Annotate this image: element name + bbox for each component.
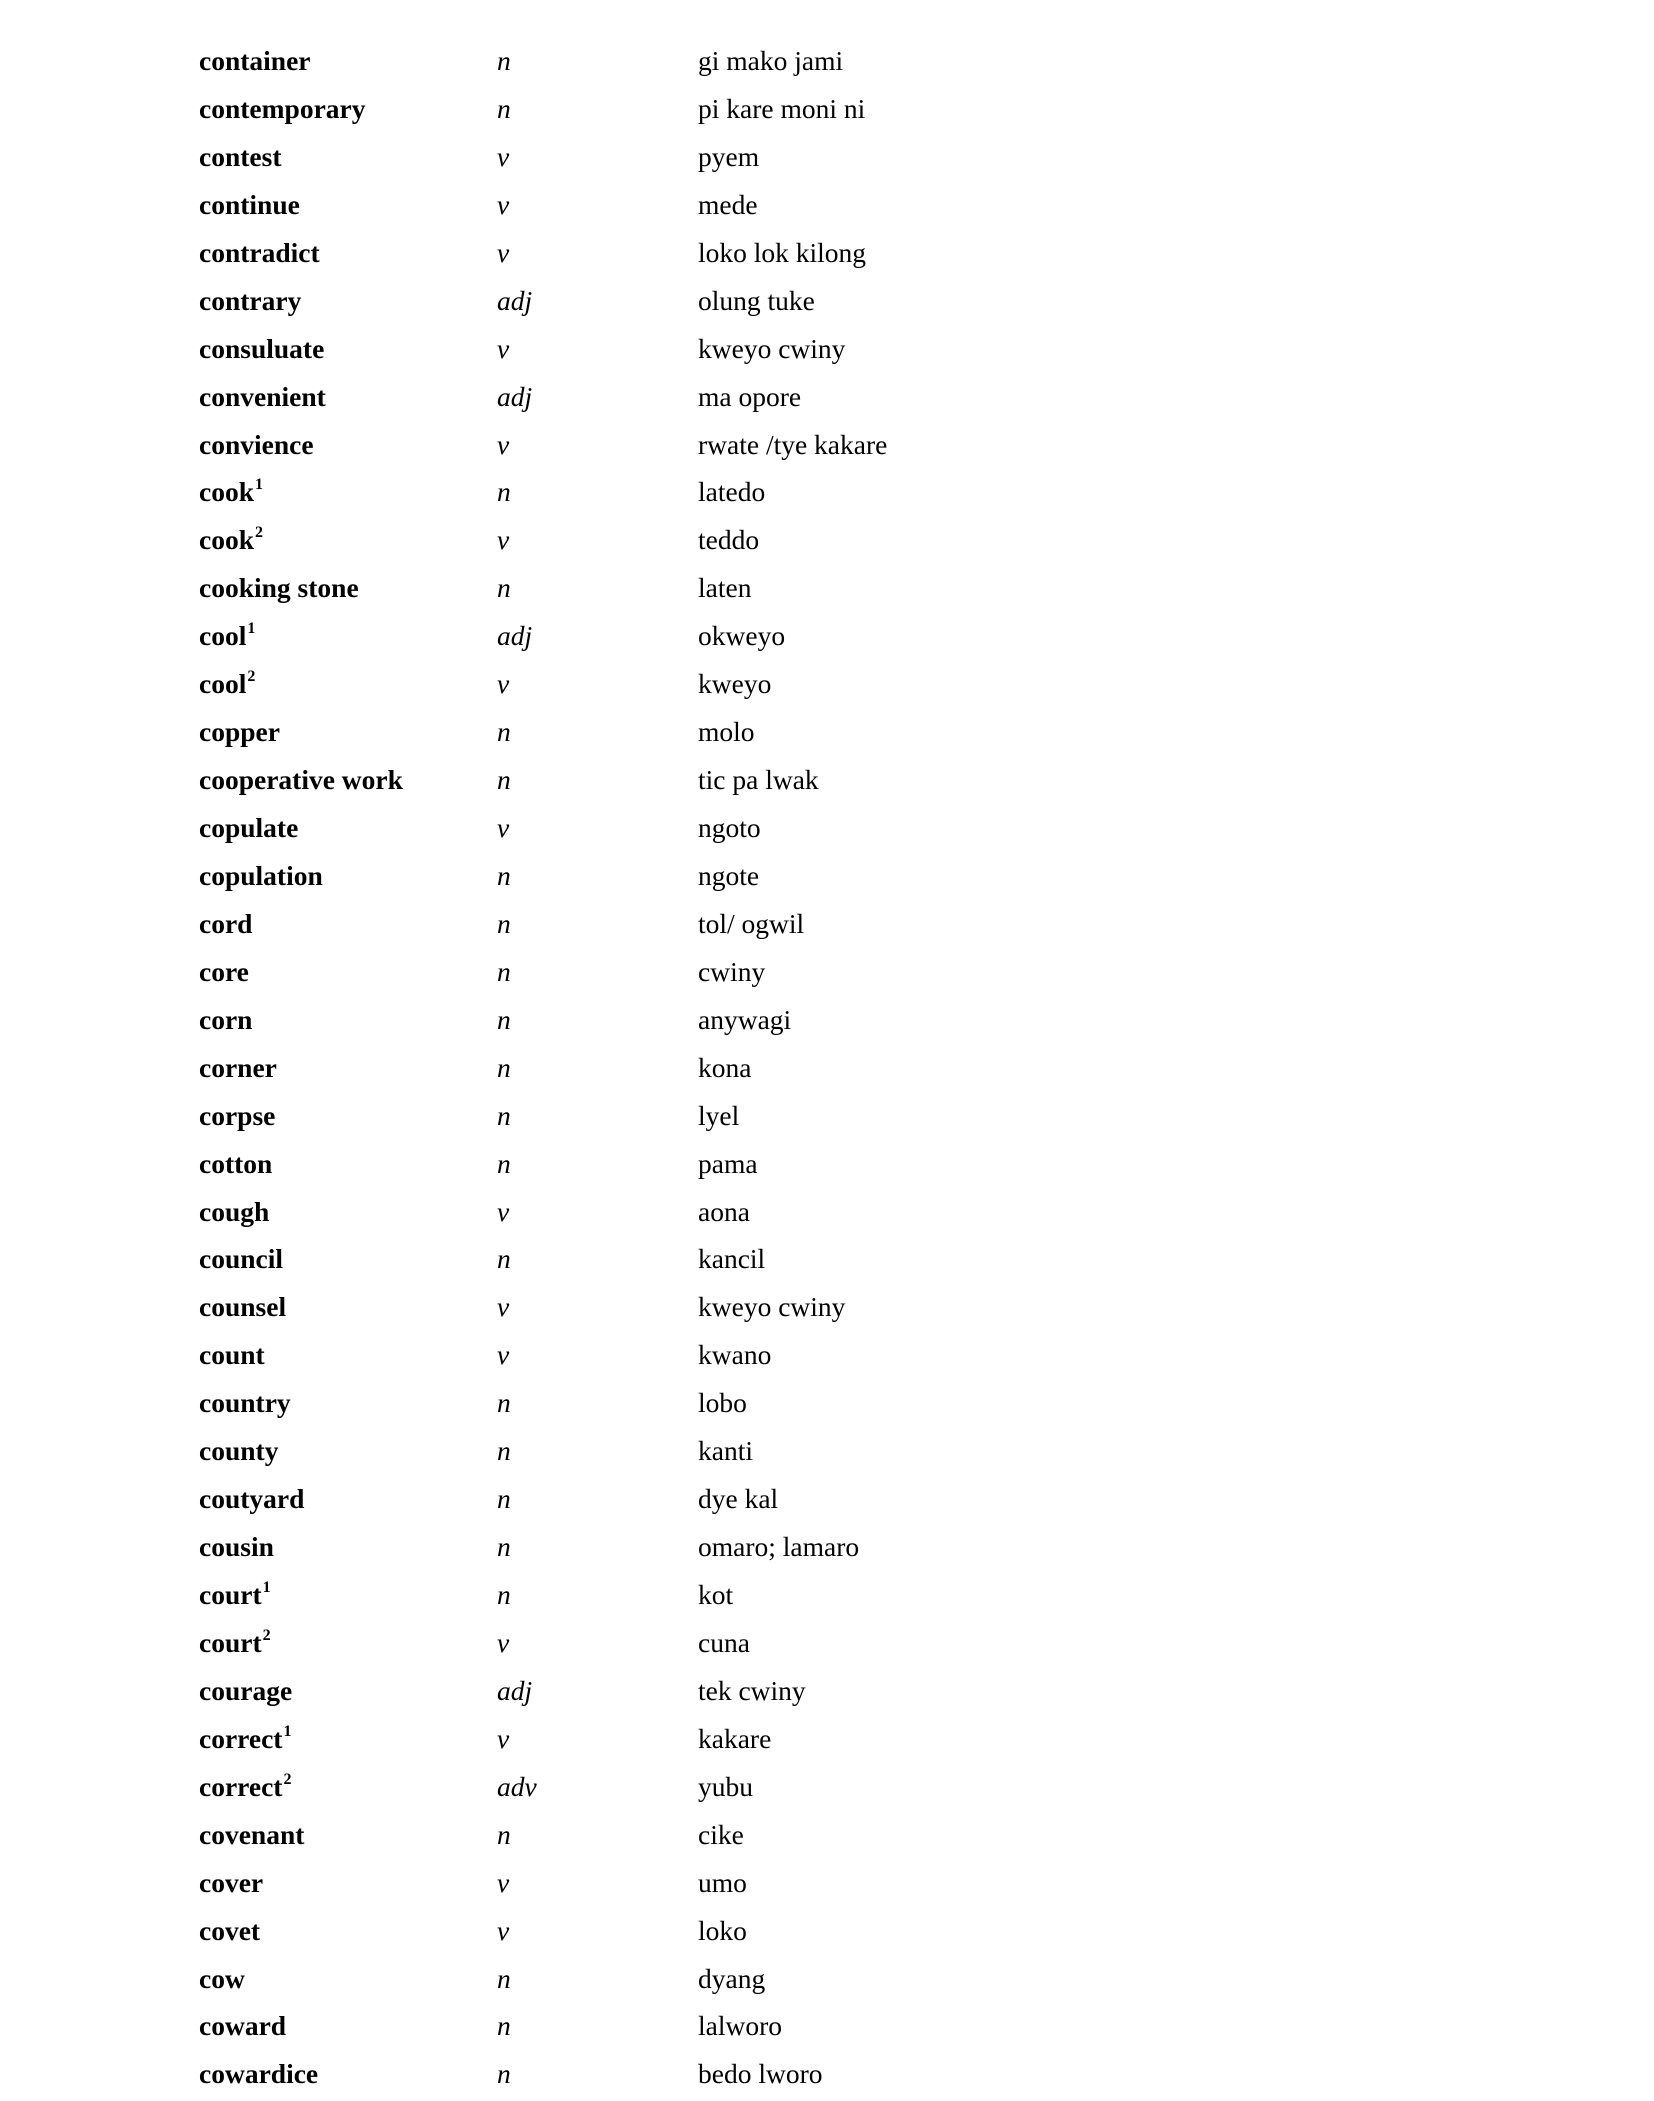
translation: bedo lworo (698, 2058, 823, 2090)
translation: kot (698, 1579, 734, 1610)
part-of-speech: v (497, 1339, 510, 1371)
dictionary-entry (0, 948, 1654, 996)
dictionary-entry (0, 1859, 1654, 1907)
translation: gi mako jami (698, 45, 844, 76)
headword-text: counsel (199, 1291, 287, 1323)
headword (199, 1044, 277, 1091)
part-of-speech: n (497, 1818, 511, 1850)
dictionary-entry (0, 1715, 1654, 1763)
headword (199, 133, 281, 180)
headword (199, 1283, 286, 1330)
headword-text: county (199, 1435, 279, 1467)
headword (199, 421, 314, 468)
sense-number: 1 (283, 1722, 292, 1740)
translation: lalworo (698, 2010, 783, 2042)
translation: anywagi (698, 1003, 792, 1035)
dictionary-entry (0, 996, 1654, 1044)
translation: olung tuke (698, 284, 815, 316)
headword (199, 2002, 286, 2049)
translation: mede (698, 188, 758, 220)
headword-text: contradict (199, 236, 320, 268)
headword (199, 85, 365, 132)
headword-text: court (199, 1626, 262, 1658)
headword (199, 1571, 271, 1618)
part-of-speech: n (497, 1003, 511, 1035)
translation: loko lok kilong (698, 236, 867, 268)
sense-number: 1 (247, 620, 256, 638)
translation: kona (698, 1051, 752, 1083)
dictionary-entry (0, 229, 1654, 277)
translation: dye kal (698, 1483, 779, 1515)
headword-text: convience (199, 428, 314, 460)
headword-text: country (199, 1387, 291, 1419)
headword-text: consuluate (199, 332, 325, 364)
translation: kakare (698, 1722, 772, 1754)
headword (199, 1188, 269, 1235)
headword (199, 181, 300, 228)
part-of-speech: v (497, 524, 510, 556)
part-of-speech: adj (497, 620, 533, 652)
headword (199, 468, 263, 515)
dictionary-entry (0, 1140, 1654, 1188)
part-of-speech: adv (497, 1770, 537, 1802)
headword-text: contrary (199, 284, 302, 316)
dictionary-entry (0, 1811, 1654, 1859)
part-of-speech: n (497, 1243, 511, 1275)
translation: kanti (698, 1435, 753, 1467)
headword (199, 612, 255, 659)
part-of-speech: adj (497, 380, 533, 412)
dictionary-entry (0, 804, 1654, 852)
headword-text: cowardice (199, 2058, 319, 2090)
headword (199, 1235, 283, 1282)
headword-text: cord (199, 907, 253, 939)
part-of-speech: v (497, 1626, 510, 1658)
headword (199, 660, 255, 707)
headword-text: correct (199, 1722, 283, 1754)
headword (199, 373, 326, 420)
translation: cuna (698, 1626, 750, 1658)
headword (199, 1140, 272, 1187)
headword-text: copulate (199, 812, 299, 843)
part-of-speech: n (497, 476, 511, 508)
part-of-speech: v (497, 140, 510, 172)
headword (199, 1619, 271, 1666)
headword (199, 708, 280, 755)
dictionary-entry (0, 325, 1654, 373)
part-of-speech: n (497, 1147, 511, 1179)
headword-text: cook (199, 476, 254, 508)
part-of-speech: n (497, 2058, 511, 2090)
dictionary-entry (0, 708, 1654, 756)
part-of-speech: n (497, 1051, 511, 1083)
part-of-speech: n (497, 764, 511, 796)
part-of-speech: v (497, 668, 510, 700)
headword-text: corner (199, 1051, 277, 1083)
translation: umo (698, 1866, 747, 1898)
headword (199, 1379, 291, 1426)
headword-text: container (199, 45, 311, 76)
translation: laten (698, 572, 752, 604)
headword-text: cousin (199, 1531, 274, 1563)
translation: pyem (698, 140, 760, 172)
headword (199, 1331, 265, 1378)
translation: lyel (698, 1099, 740, 1131)
part-of-speech: n (497, 45, 511, 76)
part-of-speech: n (497, 859, 511, 891)
headword (199, 277, 301, 324)
headword-text: copulation (199, 859, 323, 891)
dictionary-entry (0, 756, 1654, 804)
dictionary-entry (0, 1379, 1654, 1427)
part-of-speech: adj (497, 284, 533, 316)
sense-number: 1 (262, 1578, 271, 1596)
translation: ngoto (698, 812, 761, 843)
headword-text: courage (199, 1674, 293, 1706)
dictionary-entry (0, 277, 1654, 325)
headword (199, 948, 249, 995)
dictionary-entry (0, 1955, 1654, 2003)
dictionary-entry (0, 516, 1654, 564)
translation: latedo (698, 476, 766, 508)
headword (199, 1475, 304, 1522)
dictionary-entry (0, 1475, 1654, 1523)
part-of-speech: n (497, 955, 511, 987)
headword-text: cooking stone (199, 572, 359, 604)
headword-text: coutyard (199, 1483, 305, 1515)
translation: molo (698, 716, 755, 748)
part-of-speech: v (497, 1195, 510, 1227)
headword (199, 1427, 278, 1474)
part-of-speech: v (497, 1866, 510, 1898)
headword-text: covenant (199, 1818, 305, 1850)
dictionary-entry (0, 852, 1654, 900)
dictionary-entry (0, 900, 1654, 948)
dictionary-entry (0, 2002, 1654, 2050)
sense-number: 2 (255, 524, 263, 542)
headword (199, 325, 324, 372)
headword (199, 2050, 318, 2097)
sense-number: 2 (247, 668, 256, 686)
headword (199, 564, 359, 611)
headword (199, 900, 252, 947)
headword-text: court (199, 1579, 262, 1610)
headword-text: cool (199, 620, 247, 652)
part-of-speech: n (497, 907, 511, 939)
translation: lobo (698, 1387, 747, 1419)
part-of-speech: v (497, 1291, 510, 1323)
headword (199, 1523, 274, 1570)
dictionary-entry (0, 1283, 1654, 1331)
part-of-speech: v (497, 188, 510, 220)
translation: tic pa lwak (698, 764, 819, 796)
headword-text: corn (199, 1003, 253, 1035)
translation: pi kare moni ni (698, 92, 866, 124)
part-of-speech: n (497, 1099, 511, 1131)
part-of-speech: v (497, 1914, 510, 1946)
headword (199, 1955, 245, 2002)
headword-text: council (199, 1243, 284, 1275)
dictionary-entry (0, 181, 1654, 229)
headword (199, 1667, 292, 1714)
dictionary-entry (0, 421, 1654, 469)
dictionary-entry (0, 1092, 1654, 1140)
dictionary-entry (0, 1188, 1654, 1236)
translation: loko (698, 1914, 747, 1946)
translation: rwate /tye kakare (698, 428, 888, 460)
headword-text: cough (199, 1195, 270, 1227)
translation: aona (698, 1195, 750, 1227)
dictionary-entry (0, 1667, 1654, 1715)
headword (199, 756, 403, 803)
headword (199, 37, 311, 84)
part-of-speech: n (497, 572, 511, 604)
headword (199, 852, 323, 899)
dictionary-entry (0, 660, 1654, 708)
part-of-speech: n (497, 1531, 511, 1563)
part-of-speech: v (497, 428, 510, 460)
headword-text: contest (199, 140, 282, 172)
headword-text: copper (199, 716, 280, 748)
headword-text: contemporary (199, 92, 366, 124)
headword-text: cooperative work (199, 764, 403, 796)
part-of-speech: v (497, 812, 510, 843)
dictionary-entry (0, 1044, 1654, 1092)
headword-text: cover (199, 1866, 264, 1898)
headword (199, 1907, 260, 1954)
headword (199, 1763, 291, 1810)
dictionary-entry (0, 85, 1654, 133)
part-of-speech: n (497, 1435, 511, 1467)
part-of-speech: n (497, 1483, 511, 1515)
sense-number: 2 (283, 1770, 292, 1788)
headword (199, 516, 263, 563)
dictionary-entry (0, 1331, 1654, 1379)
dictionary-entry (0, 373, 1654, 421)
dictionary-entry (0, 2050, 1654, 2098)
part-of-speech: n (497, 2010, 511, 2042)
sense-number: 2 (262, 1626, 271, 1644)
headword-text: cow (199, 1962, 245, 1994)
translation: dyang (698, 1962, 766, 1994)
headword-text: covet (199, 1914, 261, 1946)
entry-list (0, 37, 1654, 2098)
part-of-speech: n (497, 1962, 511, 1994)
headword (199, 1715, 291, 1762)
part-of-speech: n (497, 716, 511, 748)
dictionary-entry (0, 1907, 1654, 1955)
dictionary-entry (0, 564, 1654, 612)
headword-text: cool (199, 668, 247, 700)
dictionary-entry (0, 1427, 1654, 1475)
translation: kweyo cwiny (698, 332, 846, 364)
part-of-speech: n (497, 1579, 511, 1610)
part-of-speech: v (497, 1722, 510, 1754)
translation: okweyo (698, 620, 786, 652)
headword (199, 996, 252, 1043)
dictionary-entry (0, 468, 1654, 516)
dictionary-entry (0, 133, 1654, 181)
translation: pama (698, 1147, 758, 1179)
part-of-speech: adj (497, 1674, 533, 1706)
dictionary-entry (0, 1619, 1654, 1667)
dictionary-entry (0, 1763, 1654, 1811)
headword-text: continue (199, 188, 300, 220)
part-of-speech: n (497, 92, 511, 124)
headword (199, 804, 298, 851)
headword-text: cook (199, 524, 254, 556)
dictionary-entry (0, 1523, 1654, 1571)
part-of-speech: v (497, 236, 510, 268)
translation: kwano (698, 1339, 772, 1371)
translation: ma opore (698, 380, 802, 412)
translation: yubu (698, 1770, 753, 1802)
headword-text: cotton (199, 1147, 273, 1179)
translation: ngote (698, 859, 760, 891)
headword-text: correct (199, 1770, 283, 1802)
headword (199, 1859, 263, 1906)
translation: kancil (698, 1243, 766, 1275)
part-of-speech: v (497, 332, 510, 364)
translation: teddo (698, 524, 760, 556)
translation: tek cwiny (698, 1674, 806, 1706)
dictionary-entry (0, 612, 1654, 660)
translation: tol/ ogwil (698, 907, 805, 939)
dictionary-entry (0, 37, 1654, 85)
translation: cike (698, 1818, 744, 1850)
dictionary-entry (0, 1571, 1654, 1619)
headword-text: count (199, 1339, 265, 1371)
translation: omaro; lamaro (698, 1531, 860, 1563)
headword (199, 1092, 275, 1139)
headword-text: coward (199, 2010, 287, 2042)
headword (199, 1811, 304, 1858)
headword-text: corpse (199, 1099, 276, 1131)
translation: kweyo (698, 668, 772, 700)
translation: kweyo cwiny (698, 1291, 846, 1323)
headword-text: convenient (199, 380, 326, 412)
sense-number: 1 (255, 476, 263, 494)
translation: cwiny (698, 955, 766, 987)
part-of-speech: n (497, 1387, 511, 1419)
dictionary-entry (0, 1235, 1654, 1283)
headword-text: core (199, 955, 249, 987)
headword (199, 229, 320, 276)
